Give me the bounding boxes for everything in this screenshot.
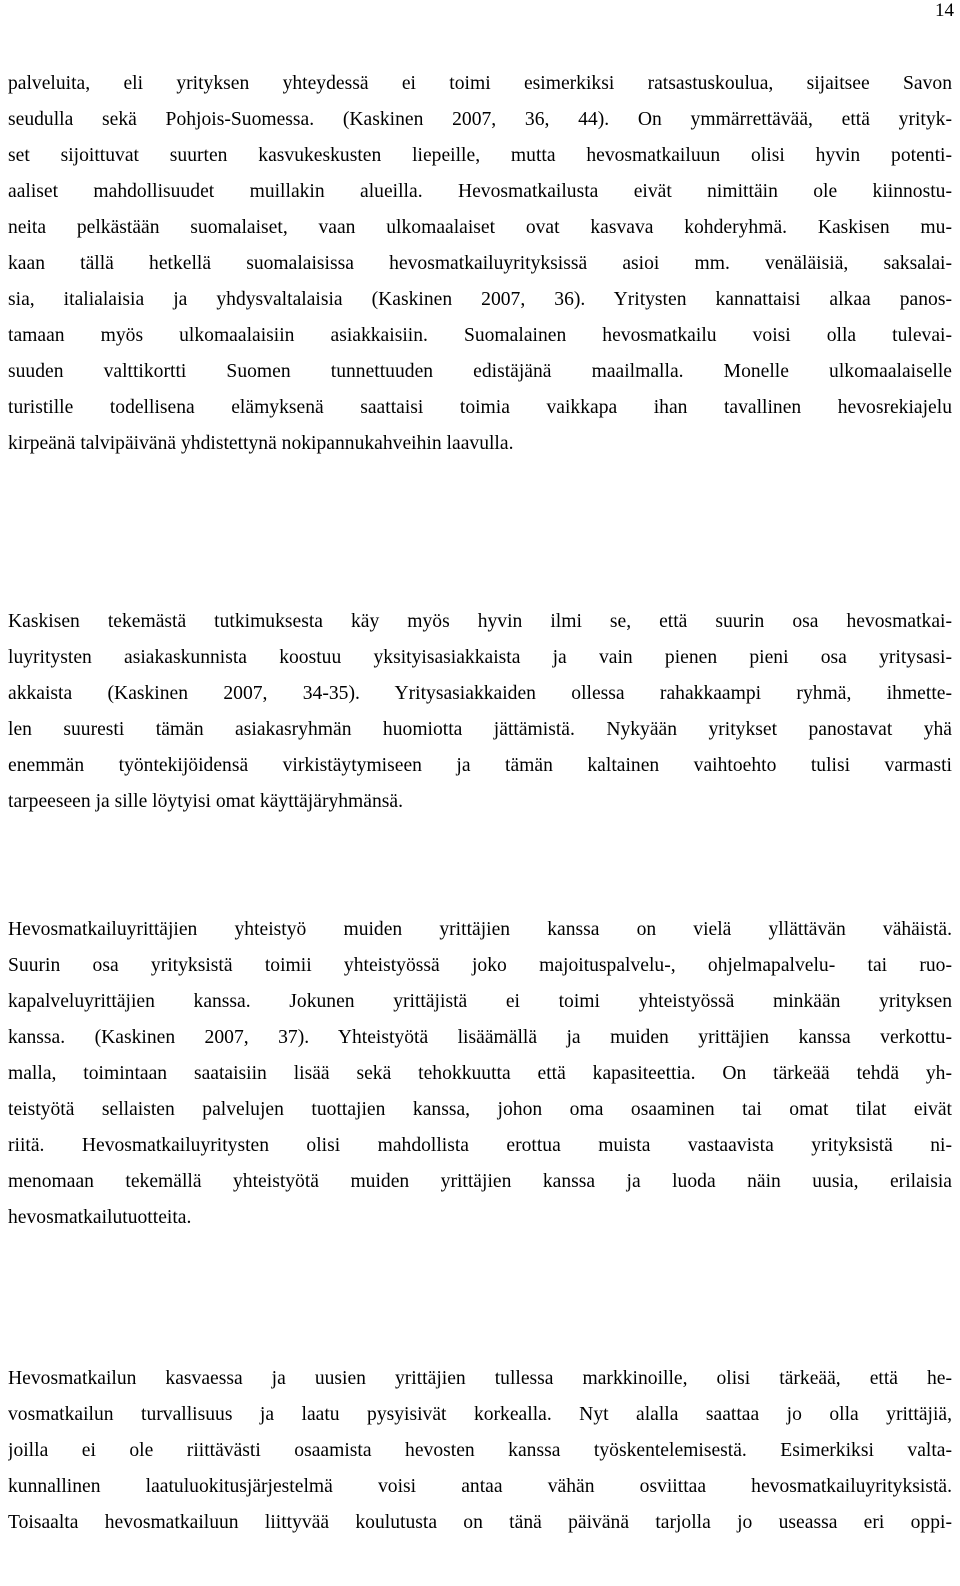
paragraph-4 <box>8 1361 952 1541</box>
text-line: teistyötä sellaisten palvelujen tuottajien kanssa, johon oma osaaminen tai omat tilat eivät <box>8 1099 952 1120</box>
text-line: riitä. Hevosmatkailuyritysten olisi mahdollista erottua muista vastaavista yrityksistä ni- <box>8 1135 952 1156</box>
text-line: enemmän työntekijöidensä virkistäytymiseen ja tämän kaltainen vaihtoehto tulisi varmasti <box>8 755 952 776</box>
text-line: akkaista (Kaskinen 2007, 34-35). Yritysasiakkaiden ollessa rahakkaampi ryhmä, ihmette- <box>8 683 952 704</box>
text-line: hevosmatkailutuotteita. <box>8 1207 192 1228</box>
text-line: set sijoittuvat suurten kasvukeskusten liepeille, mutta hevosmatkailuun olisi hyvin potenti- <box>8 145 952 166</box>
text-line: joilla ei ole riittävästi osaamista hevosten kanssa työskentelemisestä. Esimerkiksi valta- <box>8 1440 952 1461</box>
text-line: kirpeänä talvipäivänä yhdistettynä nokipannukahveihin laavulla. <box>8 433 514 454</box>
text-line: malla, toimintaan saataisiin lisää sekä tehokkuutta että kapasiteettia. On tärkeää tehdä yh- <box>8 1063 952 1084</box>
page-number: 14 <box>935 0 954 21</box>
text-line: len suuresti tämän asiakasryhmän huomiotta jättämistä. Nykyään yritykset panostavat yhä <box>8 719 952 740</box>
text-line: kunnallinen laatuluokitusjärjestelmä voisi antaa vähän osviittaa hevosmatkailuyrityksistä. <box>8 1476 952 1497</box>
paragraph-3 <box>8 912 952 1236</box>
text-line: kanssa. (Kaskinen 2007, 37). Yhteistyötä lisäämällä ja muiden yrittäjien kanssa verkottu- <box>8 1027 952 1048</box>
text-line: sia, italialaisia ja yhdysvaltalaisia (Kaskinen 2007, 36). Yritysten kannattaisi alkaa panos- <box>8 289 952 310</box>
paragraph-2 <box>8 604 952 820</box>
text-line: palveluita, eli yrityksen yhteydessä ei toimi esimerkiksi ratsastuskoulua, sijaitsee Savon <box>8 73 952 94</box>
paragraph-1 <box>8 66 952 462</box>
text-line: kapalveluyrittäjien kanssa. Jokunen yrittäjistä ei toimi yhteistyössä minkään yrityksen <box>8 991 952 1012</box>
text-line: suuden valttikortti Suomen tunnettuuden edistäjänä maailmalla. Monelle ulkomaalaiselle <box>8 361 952 382</box>
text-line: Hevosmatkailuyrittäjien yhteistyö muiden yrittäjien kanssa on vielä yllättävän vähäistä. <box>8 919 952 940</box>
text-line: seudulla sekä Pohjois-Suomessa. (Kaskinen 2007, 36, 44). On ymmärrettävää, että yrityk- <box>8 109 952 130</box>
text-line: Suurin osa yrityksistä toimii yhteistyössä joko majoituspalvelu-, ohjelmapalvelu- tai ruo- <box>8 955 952 976</box>
text-line: Hevosmatkailun kasvaessa ja uusien yrittäjien tullessa markkinoille, olisi tärkeää, että he- <box>8 1368 952 1389</box>
text-line: aaliset mahdollisuudet muillakin alueilla. Hevosmatkailusta eivät nimittäin ole kiinnostu- <box>8 181 952 202</box>
text-line: neita pelkästään suomalaiset, vaan ulkomaalaiset ovat kasvava kohderyhmä. Kaskisen mu- <box>8 217 952 238</box>
text-line: kaan tällä hetkellä suomalaisissa hevosmatkailuyrityksissä asioi mm. venäläisiä, saksalai- <box>8 253 952 274</box>
text-line: Toisaalta hevosmatkailuun liittyvää koulutusta on tänä päivänä tarjolla jo useassa eri oppi- <box>8 1512 952 1533</box>
text-line: tarpeeseen ja sille löytyisi omat käyttäjäryhmänsä. <box>8 791 404 812</box>
text-line: vosmatkailun turvallisuus ja laatu pysyisivät korkealla. Nyt alalla saattaa jo olla yrittäjiä, <box>8 1404 952 1425</box>
text-line: menomaan tekemällä yhteistyötä muiden yrittäjien kanssa ja luoda näin uusia, erilaisia <box>8 1171 952 1192</box>
text-line: turistille todellisena elämyksenä saattaisi toimia vaikkapa ihan tavallinen hevosrekiajelu <box>8 397 952 418</box>
text-line: Kaskisen tekemästä tutkimuksesta käy myös hyvin ilmi se, että suurin osa hevosmatkai- <box>8 611 952 632</box>
text-line: tamaan myös ulkomaalaisiin asiakkaisiin. Suomalainen hevosmatkailu voisi olla tulevai- <box>8 325 952 346</box>
text-line: luyritysten asiakaskunnista koostuu yksityisasiakkaista ja vain pienen pieni osa yritysasi- <box>8 647 952 668</box>
